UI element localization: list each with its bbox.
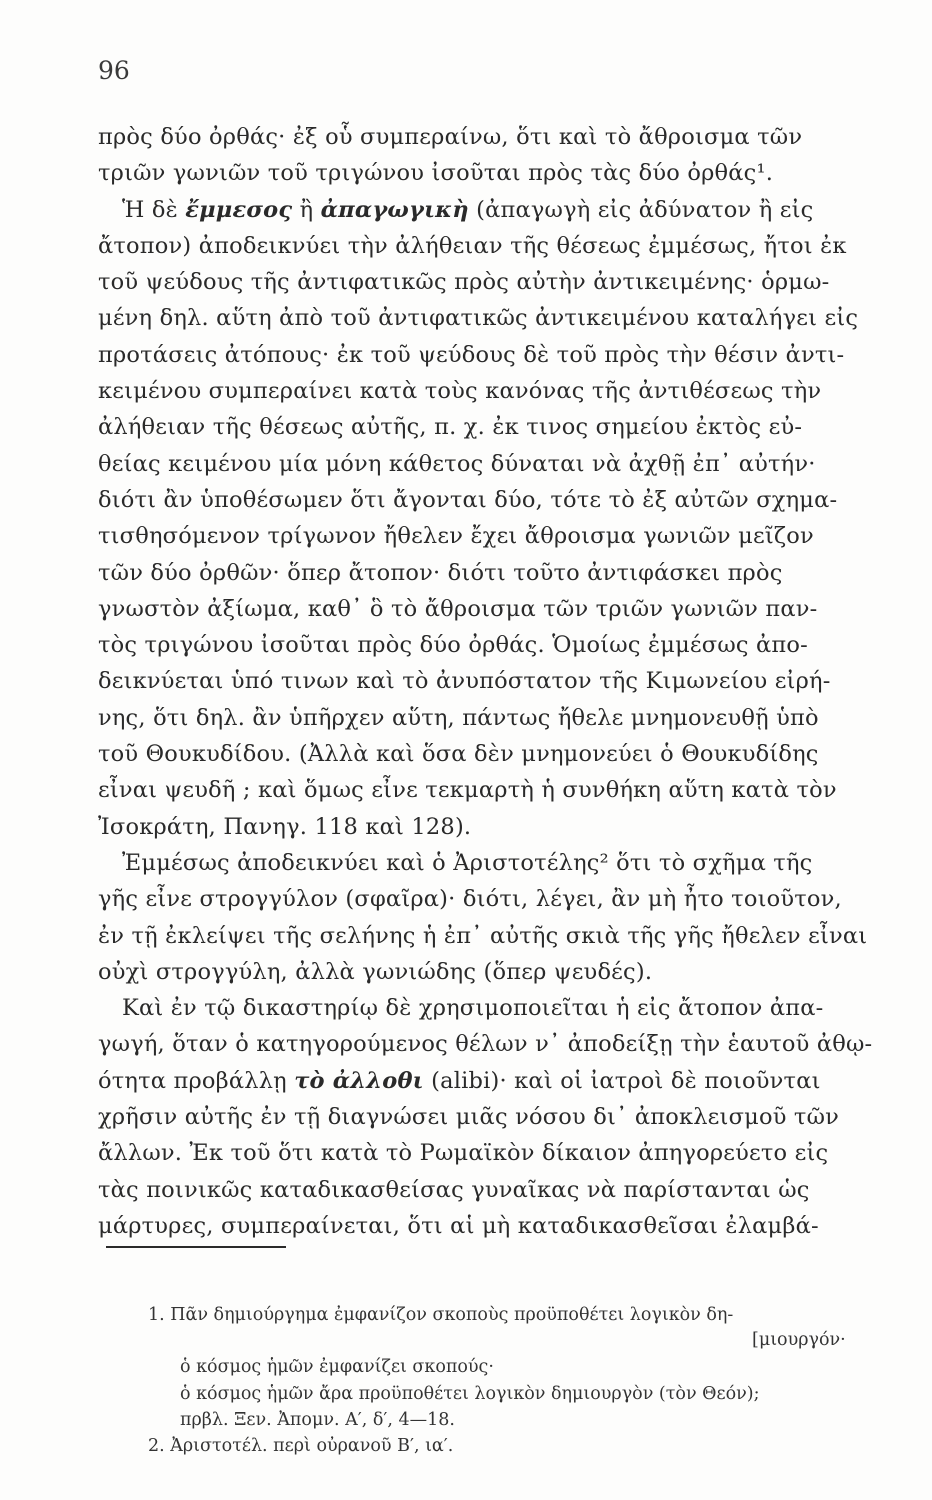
footnote-2-line: 2. Ἀριστοτέλ. περὶ οὐρανοῦ Β′, ια′. xyxy=(148,1436,454,1456)
text-line: διότι ἂν ὑποθέσωμεν ὅτι ἄγονται δύο, τότε τὸ ἐξ αὐτῶν σχημα- xyxy=(98,486,838,513)
text-line: τῶν δύο ὀρθῶν· ὅπερ ἄτοπον· διότι τοῦτο ἀντιφάσκει πρὸς xyxy=(98,559,783,586)
text-line: εἶναι ψευδῆ ; καὶ ὅμως εἶνε τεκμαρτὴ ἡ συνθήκη αὕτη κατὰ τὸν xyxy=(98,777,837,804)
text-line: Ἐμμέσως ἀποδεικνύει καὶ ὁ Ἀριστοτέλης² ὅτι τὸ σχῆμα τῆς xyxy=(122,849,813,876)
text-line-with-terms xyxy=(98,192,878,228)
text-line: γωγή, ὅταν ὁ κατηγορούμενος θέλων ν᾽ ἀποδείξῃ τὴν ἑαυτοῦ ἀθῳ- xyxy=(98,1031,873,1058)
footnote-1-line: ὁ κόσμος ἡμῶν ἄρα προϋποθέτει λογικὸν δημιουργὸν (τὸν Θεόν); xyxy=(180,1384,760,1404)
footnote-1-line: 1. Πᾶν δημιούργημα ἐμφανίζον σκοποὺς προϋποθέτει λογικὸν δη- xyxy=(148,1305,734,1325)
term-alibi: τὸ ἀλλοθι xyxy=(294,1067,424,1094)
text-line: μένη δηλ. αὕτη ἀπὸ τοῦ ἀντιφατικῶς ἀντικειμένου καταλήγει εἰς xyxy=(98,305,859,332)
text-line: νης, ὅτι δηλ. ἂν ὑπῆρχεν αὕτη, πάντως ἤθελε μνημονευθῇ ὑπὸ xyxy=(98,704,819,731)
term-apagogiki: ἀπαγωγικὴ xyxy=(320,196,469,223)
text-line: τὸς τριγώνου ἰσοῦται πρὸς δύο ὀρθάς. Ὁμοίως ἐμμέσως ἀπο- xyxy=(98,632,808,659)
text-line: ἄτοπον) ἀποδεικνύει τὴν ἀλήθειαν τῆς θέσεως ἐμμέσως, ἤτοι ἐκ xyxy=(98,232,847,259)
text-line: θείας κειμένου μία μόνη κάθετος δύναται νὰ ἀχθῇ ἐπ᾽ αὐτήν· xyxy=(98,450,816,477)
footnote-1-line: ὁ κόσμος ἡμῶν ἐμφανίζει σκοπούς· xyxy=(180,1357,494,1377)
text-line: προτάσεις ἀτόπους· ἐκ τοῦ ψεύδους δὲ τοῦ πρὸς τὴν θέσιν ἀντι- xyxy=(98,341,845,368)
text-line: οὐχὶ στρογγύλη, ἀλλὰ γωνιώδης (ὅπερ ψευδές). xyxy=(98,958,653,985)
text-line: τισθησόμενον τρίγωνον ἤθελεν ἔχει ἄθροισμα γωνιῶν μεῖζον xyxy=(98,523,814,550)
text-line: τοῦ Θουκυδίδου. (Ἀλλὰ καὶ ὅσα δὲν μνημονεύει ὁ Θουκυδίδης xyxy=(98,741,819,768)
footnote-separator xyxy=(106,1246,286,1248)
text-line: ἄλλων. Ἐκ τοῦ ὅτι κατὰ τὸ Ρωμαϊκὸν δίκαιον ἀπηγορεύετο εἰς xyxy=(98,1140,829,1167)
text-line: ἀλήθειαν τῆς θέσεως αὐτῆς, π. χ. ἐκ τινος σημείου ἐκτὸς εὐ- xyxy=(98,414,803,441)
text-segment: ἢ xyxy=(292,196,321,223)
text-segment: ότητα προβάλλῃ xyxy=(98,1067,295,1094)
footnote-1-line: πρβλ. Ξεν. Ἀπομν. Α′, δ′, 4—18. xyxy=(180,1410,455,1430)
text-line: ἐν τῇ ἐκλείψει τῆς σελήνης ἡ ἐπ᾽ αὐτῆς σκιὰ τῆς γῆς ἤθελεν εἶναι xyxy=(98,922,868,949)
footnote-1-line: [μιουργόν· xyxy=(752,1330,846,1350)
text-segment: (ἀπαγωγὴ εἰς ἀδύνατον ἢ εἰς xyxy=(468,196,814,223)
term-emmesos: ἔμμεσος xyxy=(185,196,293,223)
text-line: Καὶ ἐν τῷ δικαστηρίῳ δὲ χρησιμοποιεῖται ἡ εἰς ἄτοπον ἀπα- xyxy=(122,995,824,1022)
text-segment: (alibi)· καὶ οἱ ἰατροὶ δὲ ποιοῦνται xyxy=(423,1067,821,1094)
text-line: πρὸς δύο ὀρθάς· ἐξ οὗ συμπεραίνω, ὅτι καὶ τὸ ἄθροισμα τῶν xyxy=(98,124,803,150)
text-line: χρῆσιν αὐτῆς ἐν τῇ διαγνώσει μιᾶς νόσου δι᾽ ἀποκλεισμοῦ τῶν xyxy=(98,1104,839,1131)
text-line: κειμένου συμπεραίνει κατὰ τοὺς κανόνας τῆς ἀντιθέσεως τὴν xyxy=(98,378,822,405)
text-segment: Ἡ δὲ xyxy=(122,196,186,223)
body-text xyxy=(98,119,878,1244)
text-line: γῆς εἶνε στρογγύλον (σφαῖρα)· διότι, λέγει, ἂν μὴ ἦτο τοιοῦτον, xyxy=(98,886,842,913)
text-line: τριῶν γωνιῶν τοῦ τριγώνου ἰσοῦται πρὸς τὰς δύο ὀρθάς¹. xyxy=(98,160,774,187)
text-line: Ἰσοκράτη, Πανηγ. 118 καὶ 128). xyxy=(98,813,472,840)
text-line: μάρτυρες, συμπεραίνεται, ὅτι αἱ μὴ καταδικασθεῖσαι ἐλαμβά- xyxy=(98,1212,819,1239)
text-line: δεικνύεται ὑπό τινων καὶ τὸ ἀνυπόστατον τῆς Κιμωνείου εἰρή- xyxy=(98,668,831,695)
text-line-with-term xyxy=(98,1063,878,1099)
text-line: τὰς ποινικῶς καταδικασθείσας γυναῖκας νὰ παρίστανται ὡς xyxy=(98,1176,810,1203)
page-number: 96 xyxy=(98,56,130,85)
text-line: γνωστὸν ἀξίωμα, καθ᾽ ὃ τὸ ἄθροισμα τῶν τριῶν γωνιῶν παν- xyxy=(98,595,818,622)
text-line: τοῦ ψεύδους τῆς ἀντιφατικῶς πρὸς αὐτὴν ἀντικειμένης· ὁρμω- xyxy=(98,269,830,296)
